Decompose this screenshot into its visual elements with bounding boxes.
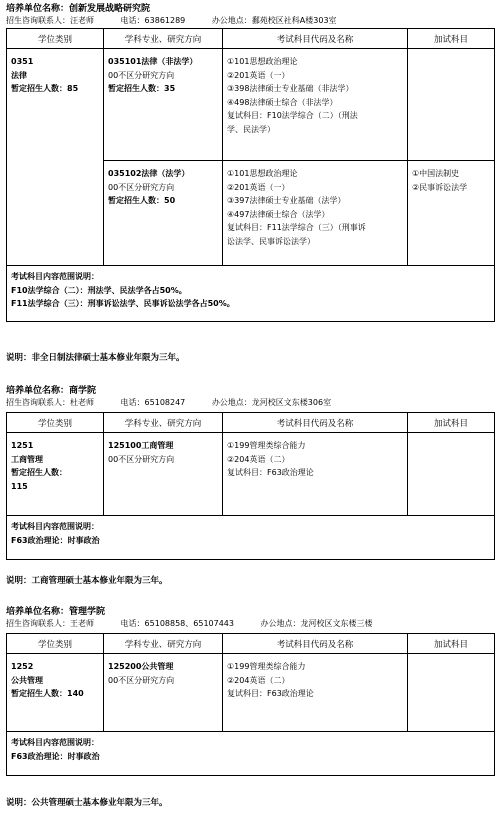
research-direction: 00不区分研究方向	[108, 70, 175, 80]
major-cell	[104, 49, 223, 161]
extra-cell	[408, 49, 495, 161]
header-extra: 加试科目	[408, 634, 495, 654]
major-name: 035101法律（非法学）	[108, 57, 198, 66]
retest-subject: 复试科目：F63政治理论	[227, 468, 314, 477]
scope-item: F63政治理论：时事政治	[11, 535, 100, 545]
header-degree: 学位类别	[7, 29, 104, 49]
retest-subject: 复试科目：F10法学综合（二）（刑法	[227, 111, 358, 120]
major-quota: 暂定招生人数：50	[108, 196, 176, 205]
extra-cell	[408, 433, 495, 516]
major-quota: 暂定招生人数：35	[108, 84, 176, 93]
degree-code: 1252	[11, 662, 34, 671]
office-location: 办公地点：龙河校区文东楼306室	[211, 398, 332, 407]
major-cell	[104, 161, 223, 266]
contact-line	[6, 397, 494, 409]
scope-title: 考试科目内容范围说明：	[11, 272, 99, 281]
degree-name: 工商管理	[11, 454, 43, 464]
retest-subject-cont: 讼法学、民事诉讼法学）	[227, 236, 315, 246]
unit-title: 培养单位名称：创新发展战略研究院	[6, 4, 151, 14]
subject-item: ②204英语（二）	[227, 675, 290, 685]
retest-subject-cont: 学、民法学）	[227, 124, 275, 134]
subject-item: ③398法律硕士专业基础（非法学）	[227, 84, 354, 93]
header-degree: 学位类别	[7, 413, 104, 433]
scope-cell	[7, 266, 495, 322]
subject-item: ③397法律硕士专业基础（法学）	[227, 196, 346, 205]
admission-table	[6, 633, 495, 776]
subject-item: ①101思想政治理论	[227, 57, 298, 66]
degree-cell	[7, 654, 104, 732]
header-major: 学科专业、研究方向	[104, 413, 223, 433]
header-major: 学科专业、研究方向	[104, 29, 223, 49]
contact-phone: 电话：65108247	[120, 398, 186, 407]
subjects-cell	[223, 49, 408, 161]
research-direction: 00不区分研究方向	[108, 454, 175, 464]
office-location: 办公地点：鄱苑校区社科A楼303室	[211, 16, 337, 25]
major-cell	[104, 433, 223, 516]
scope-item: F10法学综合（二）：刑法学、民法学各占50%。	[11, 285, 187, 295]
subject-item: ②201英语（一）	[227, 182, 290, 192]
degree-code: 0351	[11, 57, 34, 66]
degree-quota-number: 115	[11, 481, 28, 491]
unit-title: 培养单位名称：管理学院	[6, 607, 106, 617]
contact-phone: 电话：65108858、65107443	[120, 619, 234, 628]
header-extra: 加试科目	[408, 413, 495, 433]
header-subjects: 考试科目代码及名称	[223, 29, 408, 49]
major-name: 125100工商管理	[108, 441, 174, 450]
subject-item: ①199管理类综合能力	[227, 441, 306, 450]
degree-code: 1251	[11, 441, 34, 450]
unit-title: 培养单位名称：商学院	[6, 386, 97, 396]
degree-quota: 暂定招生人数：	[11, 468, 67, 477]
scope-item: F11法学综合（三）：刑事诉讼法学、民事诉讼法学各占50%。	[11, 299, 235, 308]
subject-item: ①101思想政治理论	[227, 169, 298, 178]
section-note: 说明：公共管理硕士基本修业年限为三年。	[6, 798, 168, 808]
research-direction: 00不区分研究方向	[108, 675, 175, 685]
subject-item: ②204英语（二）	[227, 454, 290, 464]
subject-item: ②201英语（一）	[227, 70, 290, 80]
section-business-school	[6, 385, 494, 560]
admission-table	[6, 28, 495, 322]
office-location: 办公地点：龙河校区文东楼三楼	[260, 619, 373, 628]
subjects-cell	[223, 654, 408, 732]
subject-item: ④497法律硕士综合（法学）	[227, 209, 330, 219]
degree-cell	[7, 49, 104, 266]
major-name: 035102法律（法学）	[108, 169, 190, 178]
extra-cell	[408, 161, 495, 266]
major-cell	[104, 654, 223, 732]
header-subjects: 考试科目代码及名称	[223, 413, 408, 433]
section-note: 说明：工商管理硕士基本修业年限为三年。	[6, 576, 168, 586]
subject-item: ④498法律硕士综合（非法学）	[227, 97, 338, 107]
scope-cell	[7, 516, 495, 560]
degree-name: 法律	[11, 70, 27, 80]
extra-cell	[408, 654, 495, 732]
degree-cell	[7, 433, 104, 516]
degree-quota: 暂定招生人数：140	[11, 689, 84, 698]
research-direction: 00不区分研究方向	[108, 182, 175, 192]
degree-name: 公共管理	[11, 675, 43, 685]
contact-person: 招生咨询联系人：杜老师	[6, 398, 94, 407]
admission-table	[6, 412, 495, 560]
scope-cell	[7, 732, 495, 776]
contact-person: 招生咨询联系人：王老师	[6, 619, 94, 628]
contact-phone: 电话：63861289	[120, 16, 186, 25]
scope-title: 考试科目内容范围说明：	[11, 522, 99, 531]
header-subjects: 考试科目代码及名称	[223, 634, 408, 654]
extra-subject: ②民事诉讼法学	[412, 182, 468, 192]
header-degree: 学位类别	[7, 634, 104, 654]
subject-item: ①199管理类综合能力	[227, 662, 306, 671]
contact-line	[6, 618, 494, 630]
section-management-school	[6, 606, 494, 776]
header-major: 学科专业、研究方向	[104, 634, 223, 654]
contact-person: 招生咨询联系人：汪老师	[6, 16, 94, 25]
subjects-cell	[223, 161, 408, 266]
subjects-cell	[223, 433, 408, 516]
scope-item: F63政治理论：时事政治	[11, 751, 100, 761]
retest-subject: 复试科目：F63政治理论	[227, 689, 314, 698]
contact-line	[6, 15, 494, 27]
extra-subject: ①中国法制史	[412, 169, 460, 178]
section-innovation-institute	[6, 3, 494, 322]
scope-title: 考试科目内容范围说明：	[11, 738, 99, 747]
header-extra: 加试科目	[408, 29, 495, 49]
section-note: 说明：非全日制法律硕士基本修业年限为三年。	[6, 353, 185, 363]
major-name: 125200公共管理	[108, 662, 174, 671]
degree-quota: 暂定招生人数：85	[11, 84, 79, 93]
retest-subject: 复试科目：F11法学综合（三）（刑事诉	[227, 223, 366, 232]
